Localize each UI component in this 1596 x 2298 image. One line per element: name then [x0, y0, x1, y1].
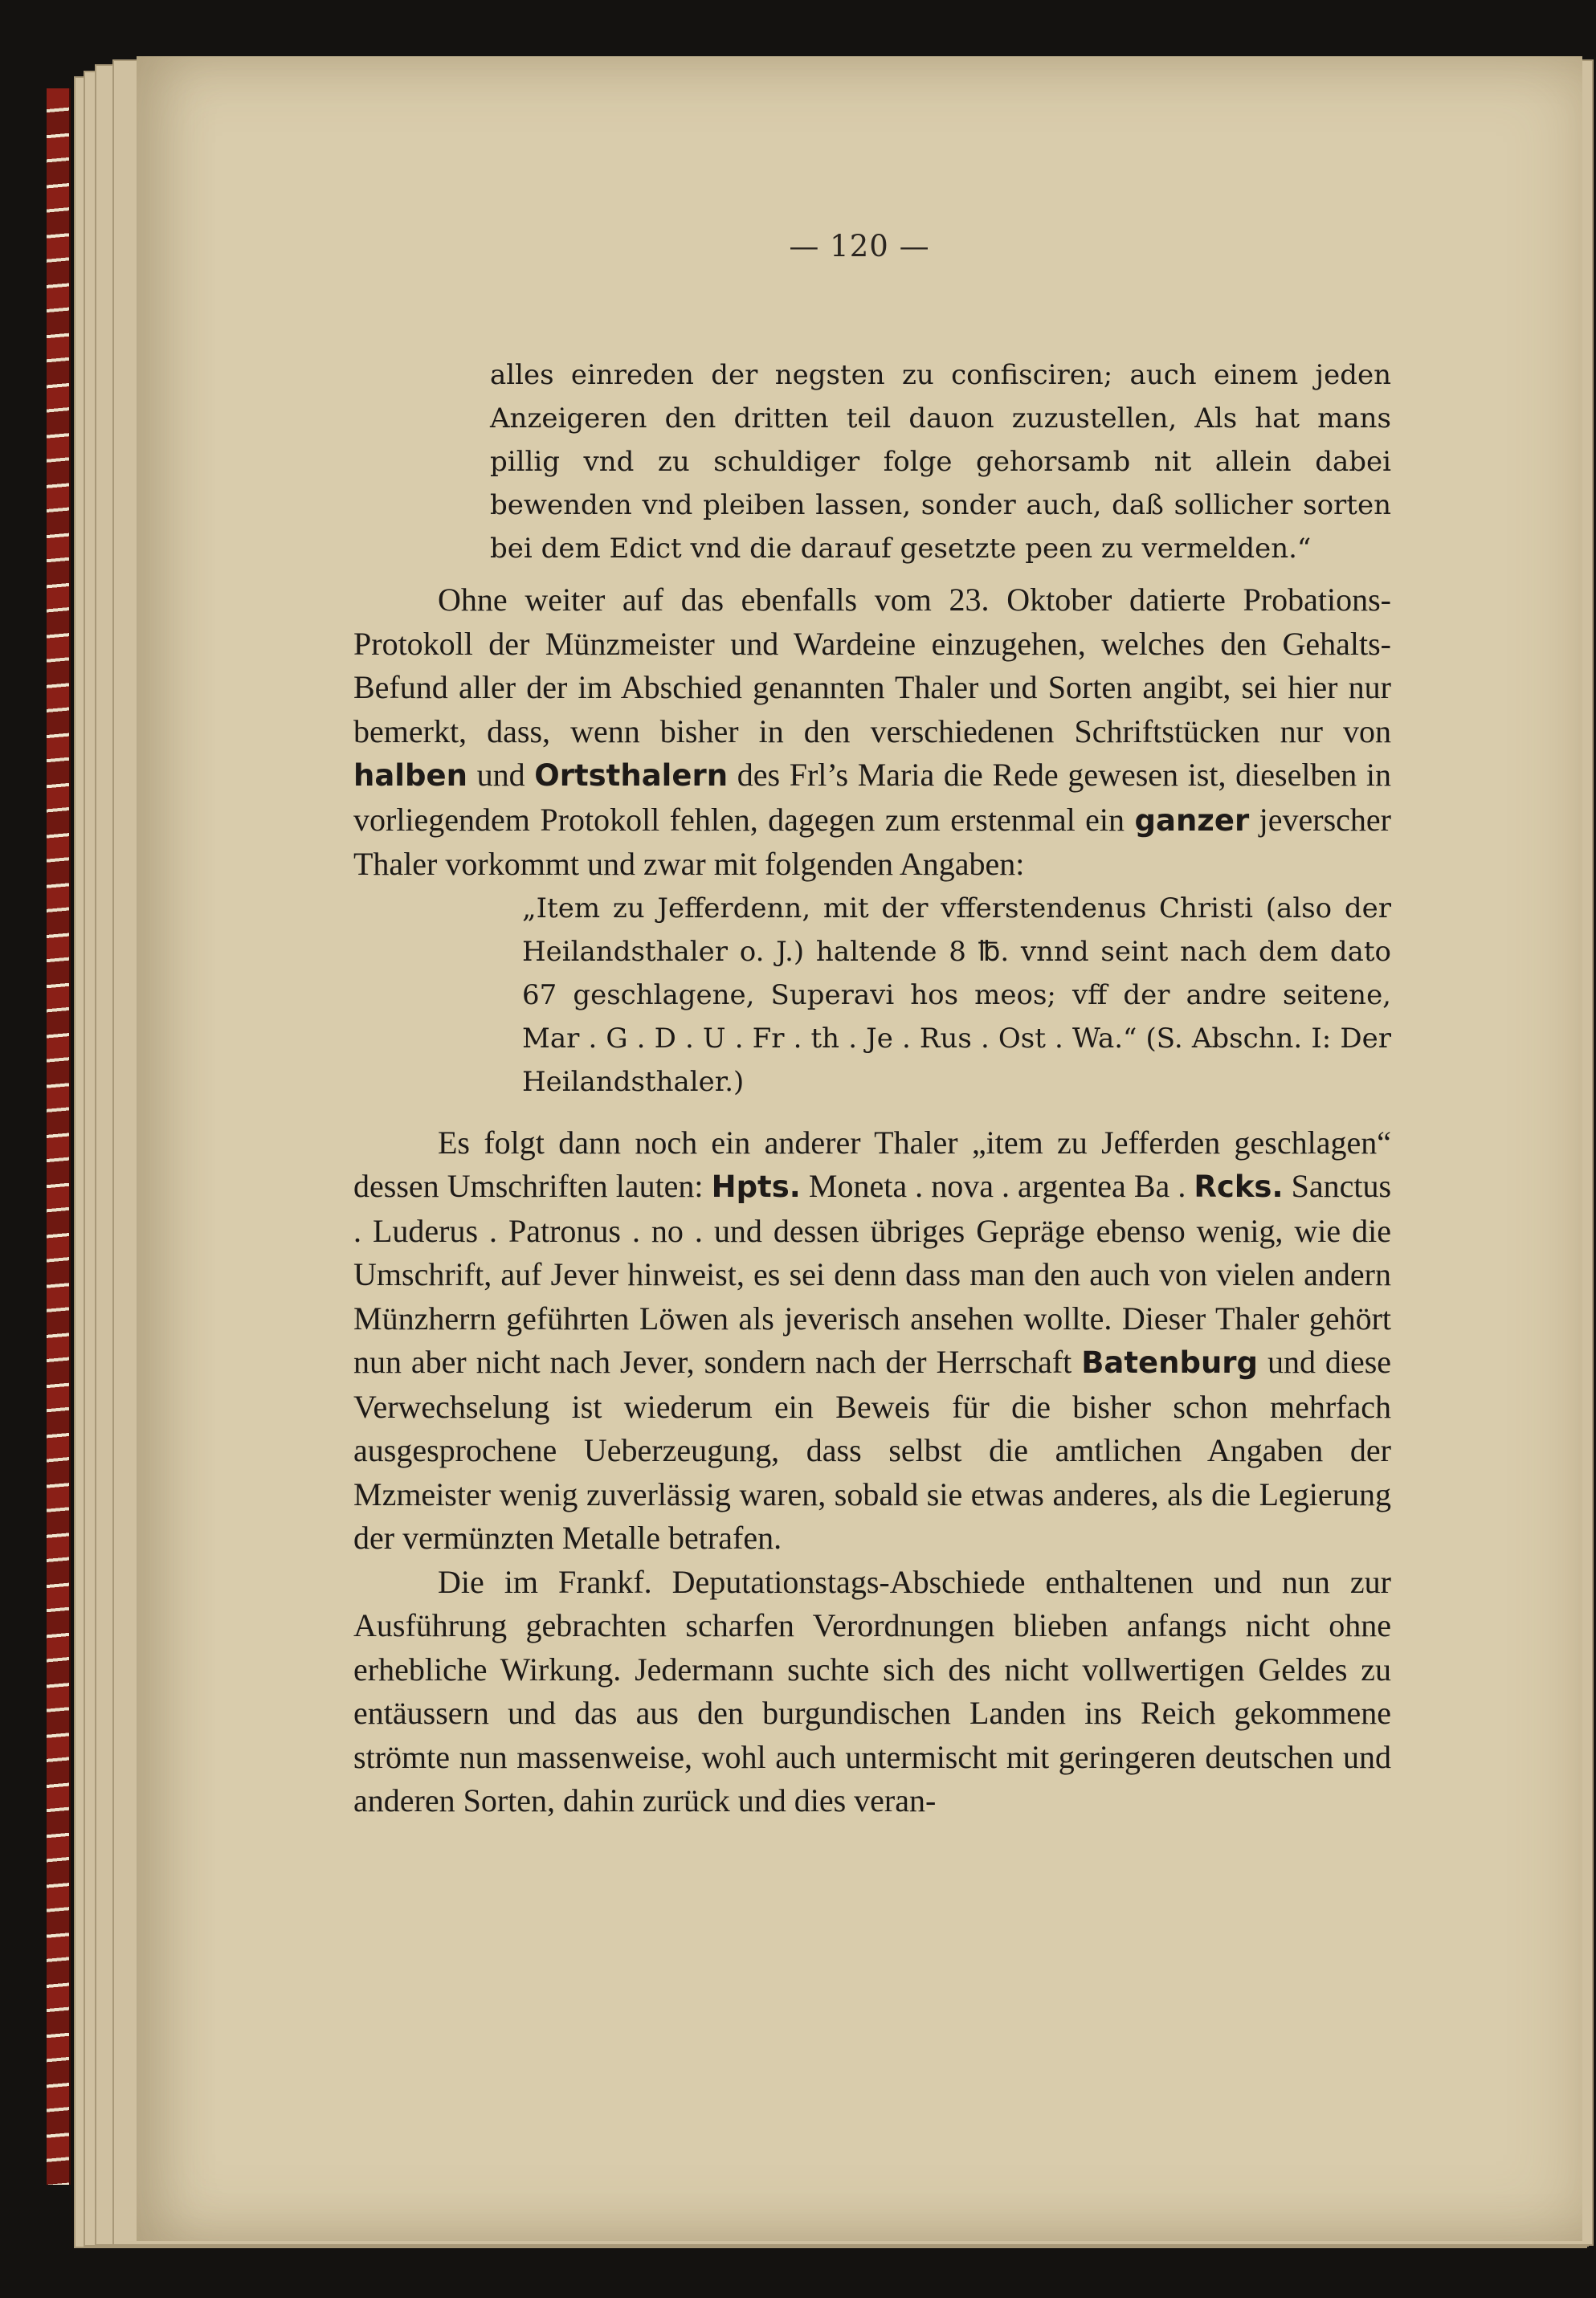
- page-number: — 120 —: [789, 229, 930, 263]
- bold-term: halben: [353, 758, 467, 793]
- text-run: Ohne weiter auf das ebenfalls vom 23. Oktober datierte Probations-Protokoll der Münzmeister und Wardeine einzugehen, welches den Gehalts-Befund aller der im Abschied genannten Thaler und Sorten angibt, sei hier nur bemerkt, dass, wenn bisher in den verschiedenen Schriftstücken nur von: [353, 582, 1391, 749]
- bold-term: Ortsthalern: [534, 758, 729, 793]
- bold-term: Hpts.: [711, 1169, 801, 1204]
- text-run: jeverscher Thaler vorkommt und zwar mit folgenden Angaben:: [353, 801, 1391, 882]
- book-page: [137, 56, 1582, 2241]
- bold-term: ganzer: [1134, 802, 1250, 838]
- text-run: Sanctus . Luderus . Patronus . no . und dessen übriges Gepräge ebenso wenig, wie die Umschrift, auf Jever hinweist, es sei denn dass man den auch von vielen andern Münzherrn geführten Löwen als jeverisch ansehen wollte. Dieser Thaler gehört nun aber nicht nach Jever, sondern nach der Herrschaft: [353, 1168, 1392, 1380]
- quote-block: „Item zu Jefferdenn, mit der vfferstendenus Christi (also der Heilandsthaler o. J.) haltende 8 ℔. vnnd seint nach dem dato 67 geschlagene, Superavi hos meos; vff der andre seitene, Mar . G . D . U . Fr . th . Je . Rus . Ost . Wa.“ (S. Abschn. I: Der Heilandsthaler.): [522, 892, 1391, 1098]
- text-run: und: [476, 757, 525, 793]
- paragraph: [353, 1121, 1391, 1561]
- page-body: [353, 353, 1391, 1823]
- text-run: des Frl’s Maria die Rede gewesen ist, dieselben in vorliegendem Protokoll fehlen, dagegen zum erstenmal ein: [353, 757, 1392, 838]
- text-run: Moneta . nova . argentea Ba .: [808, 1168, 1186, 1204]
- bold-term: Batenburg: [1081, 1345, 1259, 1380]
- bold-term: Rcks.: [1194, 1169, 1284, 1204]
- text-run: Es folgt dann noch ein anderer Thaler „item zu Jefferden geschlagen“ dessen Umschriften lauten:: [353, 1124, 1391, 1204]
- paragraph: [353, 578, 1391, 887]
- quote-block: alles einreden der negsten zu confisciren; auch einem jeden Anzeigeren den dritten teil dauon zuzustellen, Als hat mans pillig vnd zu schuldiger folge gehorsamb nit allein dabei bewenden vnd pleiben lassen, sonder auch, daß sollicher sorten bei dem Edict vnd die darauf gesetzte peen zu vermelden.“: [490, 359, 1391, 565]
- book-spine-edge: [47, 88, 71, 2185]
- text-run: und diese Verwechselung ist wiederum ein Beweis für die bisher schon mehrfach ausgesprochene Ueberzeugung, dass selbst die amtlichen Angaben der Mzmeister wenig zuverlässig waren, sobald sie etwas anderes, als die Legierung der vermünzten Metalle betrafen.: [353, 1344, 1392, 1556]
- paragraph: Die im Frankf. Deputationstags-Abschiede enthaltenen und nun zur Ausführung gebrachten scharfen Verordnungen blieben anfangs nicht ohne erhebliche Wirkung. Jedermann suchte sich des nicht vollwertigen Geldes zu entäussern und das aus den burgundischen Landen ins Reich gekommene strömte nun massenweise, wohl auch untermischt mit geringeren deutschen und anderen Sorten, dahin zurück und dies veran-: [353, 1563, 1391, 1818]
